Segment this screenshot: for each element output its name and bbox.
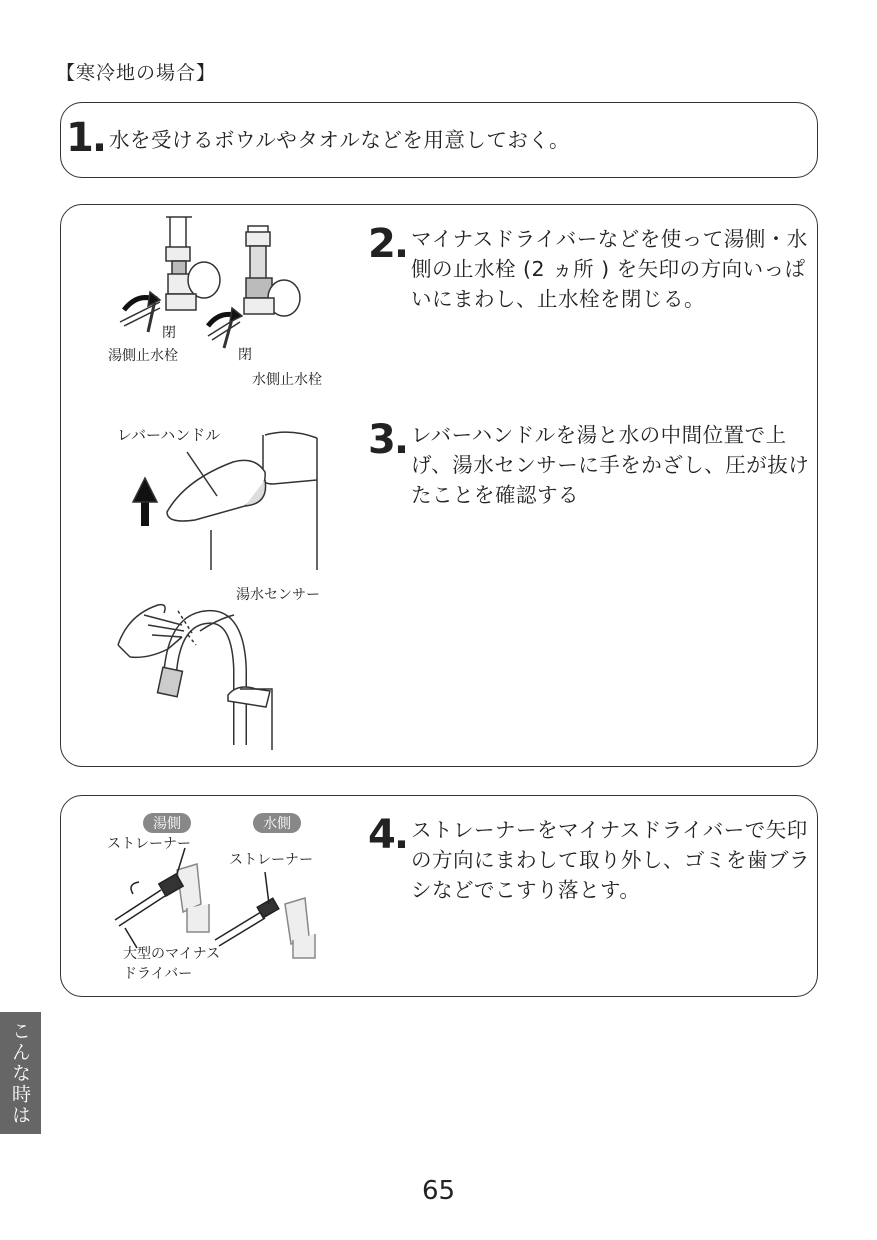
lever-handle-illustration — [105, 420, 335, 570]
cold-valve-label: 水側止水栓 — [252, 372, 322, 388]
close-label-cold: 閉 — [238, 347, 252, 363]
strainer-illustration — [105, 808, 345, 988]
step-number: 4. — [368, 812, 408, 858]
step-text: マイナスドライバーなどを使って湯側・水側の止水栓 (2 ヵ所 ) を矢印の方向いっぱいにまわし、止水栓を閉じる。 — [411, 227, 808, 311]
close-label-hot: 閉 — [162, 325, 176, 341]
step-text: ストレーナーをマイナスドライバーで矢印の方向にまわして取り外し、ゴミを歯ブラシなどでこすり落とす。 — [411, 818, 811, 902]
step-1 — [66, 115, 571, 162]
step-text: レバーハンドルを湯と水の中間位置で上げ、湯水センサーに手をかざし、圧が抜けたことを確認する — [411, 423, 810, 507]
shutoff-valves-illustration — [100, 212, 340, 392]
cold-side-badge: 水側 — [263, 816, 291, 832]
side-index-tab — [0, 1012, 41, 1134]
step-text: 水を受けるボウルやタオルなどを用意しておく。 — [109, 128, 571, 152]
section-title: 【寒冷地の場合】 — [56, 62, 217, 84]
page-number: 65 — [421, 1176, 456, 1206]
strainer-hot-label: ストレーナー — [107, 836, 191, 852]
lever-label: レバーハンドル — [117, 426, 221, 444]
sensor-label: 湯水センサー — [236, 587, 320, 603]
driver-label-line1: 大型のマイナス — [123, 946, 221, 962]
side-tab-label: こんな時は — [9, 1020, 31, 1126]
step-2 — [368, 221, 811, 314]
sensor-illustration — [108, 585, 338, 750]
hot-valve-label: 湯側止水栓 — [108, 348, 178, 364]
driver-label-line2: ドライバー — [123, 966, 193, 982]
step-number: 1. — [66, 115, 106, 161]
hot-side-badge: 湯側 — [153, 816, 181, 832]
step-number: 3. — [368, 417, 408, 463]
step-3 — [368, 417, 811, 510]
step-4 — [368, 812, 811, 905]
strainer-cold-label: ストレーナー — [229, 852, 313, 868]
step-number: 2. — [368, 221, 408, 267]
